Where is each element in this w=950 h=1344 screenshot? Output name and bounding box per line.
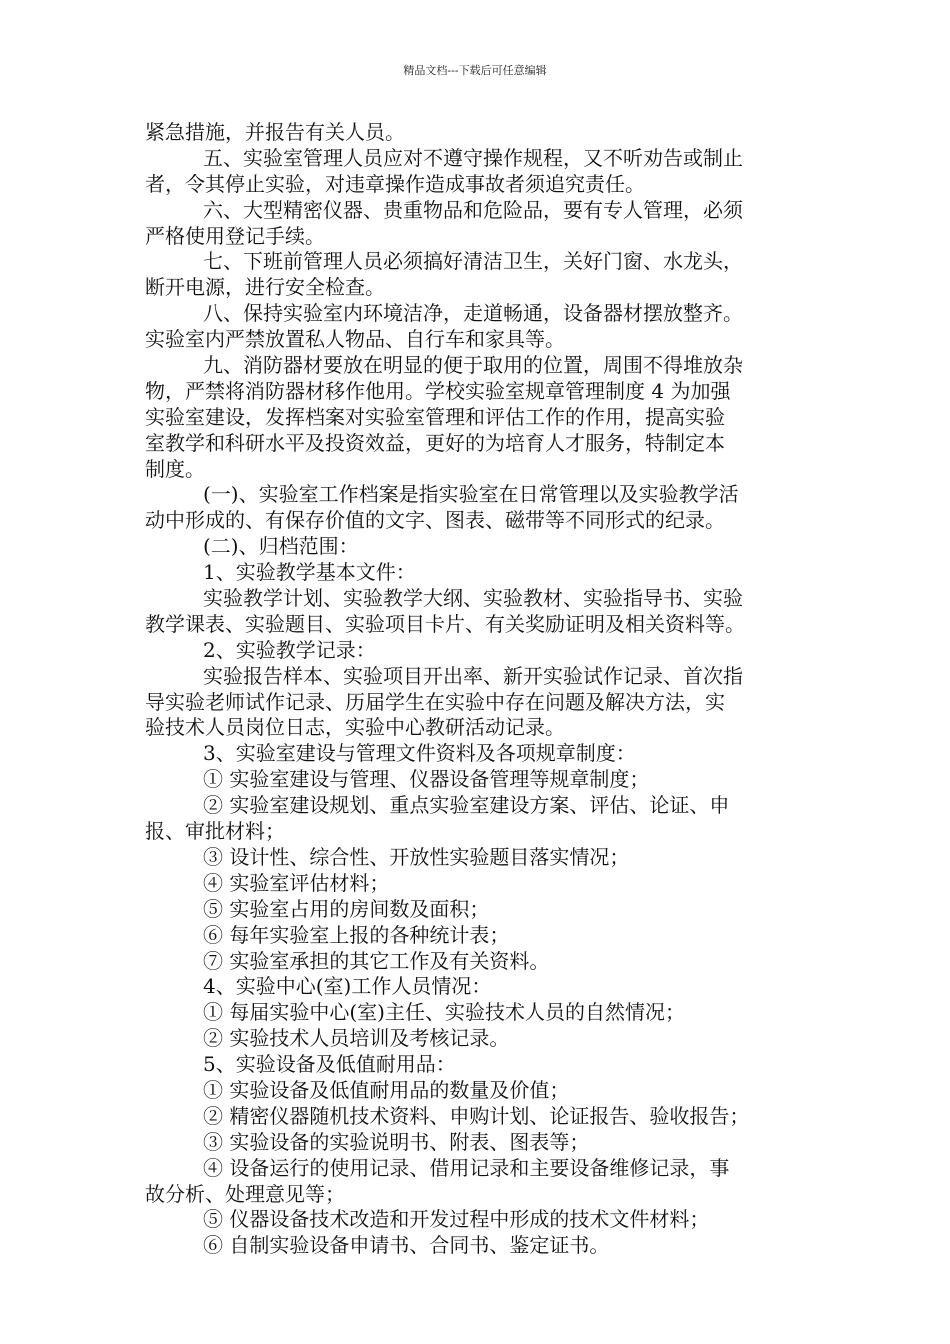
text-line: 1、实验教学基本文件： (203, 560, 416, 585)
text-line: (一)、实验室工作档案是指实验室在日常管理以及实验教学活 (203, 482, 739, 507)
text-line: 报、审批材料； (145, 819, 285, 844)
text-line: 验技术人员岗位日志，实验中心教研活动记录。 (145, 715, 565, 740)
text-line: ② 精密仪器随机技术资料、申购计划、论证报告、验收报告； (203, 1103, 750, 1128)
text-line: ② 实验室建设规划、重点实验室建设方案、评估、论证、申 (203, 793, 730, 818)
text-line: (二)、归档范围： (203, 534, 359, 559)
text-line: 实验教学计划、实验教学大纲、实验教材、实验指导书、实验 (203, 586, 743, 611)
text-line: ⑦ 实验室承担的其它工作及有关资料。 (203, 948, 550, 973)
text-line: 实验室建设，发挥档案对实验室管理和评估工作的作用，提高实验 (145, 404, 725, 429)
text-line: ⑥ 每年实验室上报的各种统计表； (203, 922, 510, 947)
text-line: 六、大型精密仪器、贵重物品和危险品，要有专人管理，必须 (203, 197, 743, 222)
text-line: 制度。 (145, 456, 205, 481)
text-line: 动中形成的、有保存价值的文字、图表、磁带等不同形式的纪录。 (145, 508, 725, 533)
text-line: 实验报告样本、实验项目开出率、新开实验试作记录、首次指 (203, 663, 743, 688)
text-line: 5、实验设备及低值耐用品： (203, 1052, 456, 1077)
text-line: ⑥ 自制实验设备申请书、合同书、鉴定证书。 (203, 1233, 610, 1258)
text-line: ④ 实验室评估材料； (203, 870, 390, 895)
text-line: ③ 实验设备的实验说明书、附表、图表等； (203, 1129, 590, 1154)
text-line: 教学课表、实验题目、实验项目卡片、有关奖励证明及相关资料等。 (145, 611, 745, 636)
text-line: 断开电源，进行安全检查。 (145, 275, 385, 300)
document-body (145, 120, 810, 1259)
text-line: 九、消防器材要放在明显的便于取用的位置，周围不得堆放杂 (203, 353, 743, 378)
page-header: 精品文档---下载后可任意编辑 (403, 64, 547, 77)
text-line: 4、实验中心(室)工作人员情况： (203, 974, 492, 999)
text-line: 七、下班前管理人员必须搞好清洁卫生，关好门窗、水龙头， (203, 249, 743, 274)
text-line: ⑤ 实验室占用的房间数及面积； (203, 896, 490, 921)
text-line: 导实验老师试作记录、历届学生在实验中存在问题及解决方法，实 (145, 689, 725, 714)
text-line: 室教学和科研水平及投资效益，更好的为培育人才服务，特制定本 (145, 430, 725, 455)
text-line: ① 每届实验中心(室)主任、实验技术人员的自然情况； (203, 1000, 685, 1025)
text-line: 3、实验室建设与管理文件资料及各项规章制度： (203, 741, 636, 766)
text-line: ⑤ 仪器设备技术改造和开发过程中形成的技术文件材料； (203, 1207, 710, 1232)
text-line: ④ 设备运行的使用记录、借用记录和主要设备维修记录，事 (203, 1155, 730, 1180)
text-line: 实验室内严禁放置私人物品、自行车和家具等。 (145, 327, 565, 352)
text-line: ① 实验室建设与管理、仪器设备管理等规章制度； (203, 767, 650, 792)
text-line: 八、保持实验室内环境洁净，走道畅通，设备器材摆放整齐。 (203, 301, 743, 326)
text-line: ① 实验设备及低值耐用品的数量及价值； (203, 1077, 570, 1102)
text-line: ② 实验技术人员培训及考核记录。 (203, 1026, 510, 1051)
text-line: 故分析、处理意见等； (145, 1181, 345, 1206)
text-line: 五、实验室管理人员应对不遵守操作规程，又不听劝告或制止 (203, 145, 743, 170)
text-line: 紧急措施，并报告有关人员。 (145, 120, 405, 144)
text-line: 2、实验教学记录： (203, 637, 376, 662)
text-line: 物，严禁将消防器材移作他用。学校实验室规章管理制度 4 为加强 (145, 378, 731, 403)
text-line: 者，令其停止实验，对违章操作造成事故者须追究责任。 (145, 171, 645, 196)
text-line: 严格使用登记手续。 (145, 223, 325, 248)
text-line: ③ 设计性、综合性、开放性实验题目落实情况； (203, 844, 630, 869)
